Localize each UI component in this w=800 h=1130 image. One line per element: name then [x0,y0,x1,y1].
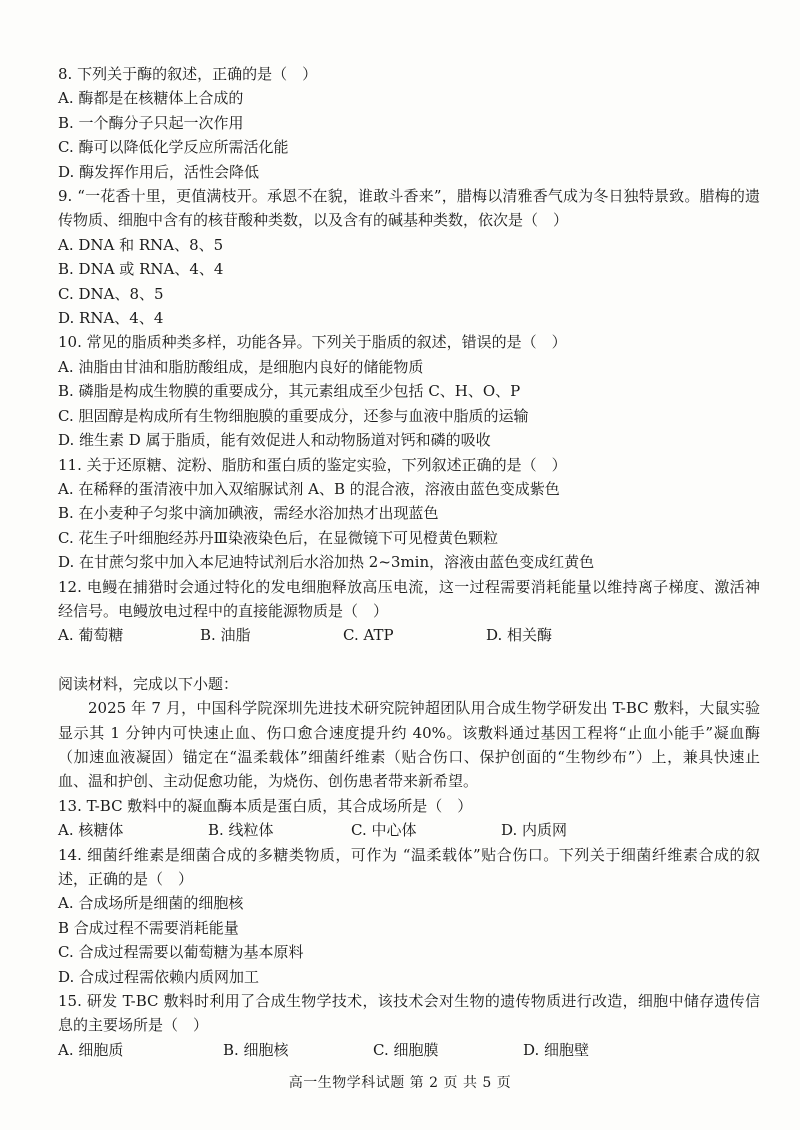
question-11-option-d: D. 在甘蔗匀浆中加入本尼迪特试剂后水浴加热 2~3min，溶液由蓝色变成红黄色 [58,553,595,572]
question-9-stem: 9. “一花香十里，更值满枝开。承恩不在貌，谁敢斗香来”，腊梅以清雅香气成为冬日独特景致。腊梅的遗传物质、细胞中含有的核苷酸种类数，以及含有的碱基种类数，依次是（ ） [58,187,760,230]
question-13-option-a: A. 核糖体 [58,821,124,840]
question-12-option-d: D. 相关酶 [486,626,553,645]
question-10-option-a: A. 油脂由甘油和脂肪酸组成，是细胞内良好的储能物质 [58,357,424,376]
question-15-option-b: B. 细胞核 [223,1040,289,1059]
question-13-options [58,818,760,842]
question-15-option-c: C. 细胞膜 [373,1040,439,1059]
question-12-stem: 12. 电鳗在捕猎时会通过特化的发电细胞释放高压电流，这一过程需要消耗能量以维持离子梯度、激活神经信号。电鳗放电过程中的直接能源物质是（ ） [58,577,760,620]
question-15-options [58,1038,760,1062]
section-gap [58,648,760,672]
question-8 [58,62,760,184]
question-10 [58,330,760,452]
question-10-option-d: D. 维生素 D 属于脂质，能有效促进人和动物肠道对钙和磷的吸收 [58,431,491,450]
question-11-option-b: B. 在小麦种子匀浆中滴加碘液，需经水浴加热才出现蓝色 [58,504,439,523]
question-13-option-b: B. 线粒体 [208,821,274,840]
question-14-option-a: A. 合成场所是细菌的细胞核 [58,894,244,913]
question-12 [58,575,760,648]
question-8-option-b: B. 一个酶分子只起一次作用 [58,113,244,132]
question-14-option-d: D. 合成过程需依赖内质网加工 [58,967,260,986]
question-14 [58,843,760,989]
question-15-stem: 15. 研发 T-BC 敷料时利用了合成生物学技术，该技术会对生物的遗传物质进行改造，细胞中储存遗传信息的主要场所是（ ） [58,992,760,1035]
question-14-stem: 14. 细菌纤维素是细菌合成的多糖类物质，可作为 “温柔载体”贴合伤口。下列关于细菌纤维素合成的叙述，正确的是（ ） [58,845,760,888]
question-8-option-a: A. 酶都是在核糖体上合成的 [58,89,244,108]
question-8-option-c: C. 酶可以降低化学反应所需活化能 [58,138,289,157]
question-12-option-c: C. ATP [343,626,394,645]
question-9-option-c: C. DNA、8、5 [58,284,164,303]
reading-intro: 阅读材料，完成以下小题： [58,674,239,693]
question-13-stem: 13. T-BC 敷料中的凝血酶本质是蛋白质，其合成场所是（ ） [58,796,473,815]
question-14-option-c: C. 合成过程需要以葡萄糖为基本原料 [58,943,304,962]
question-13-option-c: C. 中心体 [351,821,417,840]
question-10-option-c: C. 胆固醇是构成所有生物细胞膜的重要成分，还参与血液中脂质的运输 [58,406,529,425]
question-11-option-a: A. 在稀释的蛋清液中加入双缩脲试剂 A、B 的混合液，溶液由蓝色变成紫色 [58,479,560,498]
question-12-options [58,623,760,647]
question-9-option-a: A. DNA 和 RNA、8、5 [58,235,224,254]
question-8-option-d: D. 酶发挥作用后，活性会降低 [58,162,260,181]
question-11 [58,453,760,575]
question-13 [58,794,760,843]
question-8-stem: 8. 下列关于酶的叙述，正确的是（ ） [58,65,318,83]
question-9-option-d: D. RNA、4、4 [58,309,164,328]
question-9-option-b: B. DNA 或 RNA、4、4 [58,260,224,279]
question-12-option-a: A. 葡萄糖 [58,626,124,645]
question-12-option-b: B. 油脂 [200,626,251,645]
question-10-option-b: B. 磷脂是构成生物膜的重要成分，其元素组成至少包括 C、H、O、P [58,382,521,401]
question-15 [58,989,760,1062]
page-footer: 高一生物学科试题 第 2 页 共 5 页 [288,1075,512,1091]
reading-passage: 2025 年 7 月，中国科学院深圳先进技术研究院钟超团队用合成生物学研发出 T-BC 敷料，大鼠实验显示其 1 分钟内可快速止血、伤口愈合速度提升约 40%。该敷料通过基因工程将“止血小能手”凝血酶（加速血液凝固）锚定在“温柔载体”细菌纤维素（贴合伤口、保护创面的“生物纱布”）上，兼具快速止血、温和护创、主动促愈功能，为烧伤、创伤患者带来新希望。 [58,699,760,791]
question-9 [58,184,760,330]
question-15-option-d: D. 细胞壁 [523,1040,590,1059]
question-13-option-d: D. 内质网 [501,821,568,840]
question-15-option-a: A. 细胞质 [58,1040,124,1059]
question-10-stem: 10. 常见的脂质种类多样，功能各异。下列关于脂质的叙述，错误的是（ ） [58,333,567,352]
reading-material [58,672,760,794]
question-11-stem: 11. 关于还原糖、淀粉、脂肪和蛋白质的鉴定实验，下列叙述正确的是（ ） [58,455,567,474]
question-14-option-b: B 合成过程不需要消耗能量 [58,918,239,937]
question-11-option-c: C. 花生子叶细胞经苏丹Ⅲ染液染色后，在显微镜下可见橙黄色颗粒 [58,528,498,547]
